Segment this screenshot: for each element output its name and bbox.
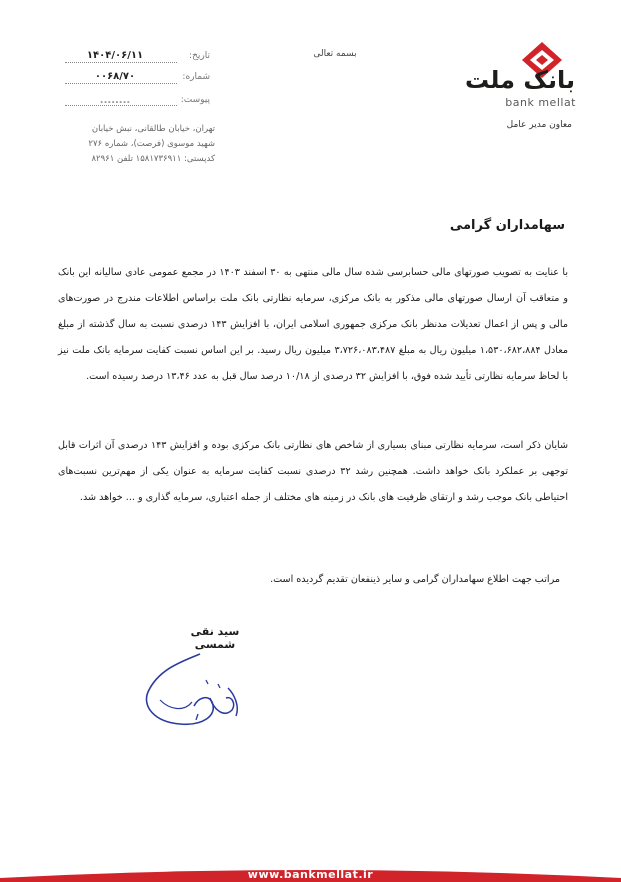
date-value: ۱۴۰۴/۰۶/۱۱ [86,50,144,61]
paragraph-3: مراتب جهت اطلاع سهامداران گرامی و سایر ذینفعان تقدیم گردیده است. [270,574,560,585]
address-line-1: تهران، خیابان طالقانی، نبش خیابان [91,124,215,134]
salutation: سهامداران گرامی [449,218,565,233]
number-line [65,83,177,84]
signer-name: سید نقی شمسی [190,625,240,651]
number-value: ۰۰۶۸/۷۰ [94,71,136,82]
attachment-label: پیوست: [180,95,210,105]
address-line-3: کدپستی: ۱۵۸۱۷۳۶۹۱۱ تلفن ۸۲۹۶۱ [91,154,215,164]
handwritten-signature-icon [140,640,250,740]
attachment-value: ........ [99,95,131,106]
paragraph-2: شایان ذکر است، سرمایه نظارتی مبنای بسیاری از شاخص های نظارتی بانک مرکزی بوده و افزایش ۱۴۳ درصدی آن اثرات قابل توجهی بر عملکرد بانک خواهد داشت. همچنین رشد ۳۲ درصدی نسبت کفایت سرمایه به عنوان یکی از مهم‌ترین نسبت‌های احتیاطی بانک موجب رشد و ارتقای ظرفیت های بانک در زمینه های مختلف از جمله اعتباری، سرمایه گذاری و ... خواهد شد. [58,440,568,503]
paragraph-1: با عنایت به تصویب صورتهای مالی حسابرسی شده سال مالی منتهی به ۳۰ اسفند ۱۴۰۳ در مجمع عمومی عادی سالیانه این بانک و متعاقب آن ارسال صورتهای مالی مذکور به بانک مرکزی، سرمایه نظارتی بانک ملت براساس اطلاعات مندرج در صورت‌های مالی و پس از اعمال تعدیلات مدنظر بانک مرکزی جمهوری اسلامی ایران، با افزایش ۱۴۳ درصدی نسبت به سال گذشته از مبلغ معادل ۱،۵۳۰،۶۸۲،۸۸۴ میلیون ریال به مبلغ ۳،۷۲۶،۰۸۳،۴۸۷ میلیون ریال رسید. بر این اساس نسبت کفایت سرمایه بانک ملت نیز با لحاظ سرمایه نظارتی تأیید شده فوق، با افزایش ۳۲ درصدی از ۱۰/۱۸ درصد سال قبل به عدد ۱۳،۴۶ درصد رسیده است. [58,267,568,382]
date-label: تاریخ: [189,51,210,61]
footer-website-link[interactable]: www.bankmellat.ir [247,868,374,881]
number-label: شماره: [182,72,210,82]
sender-position: معاون مدیر عامل [506,120,572,130]
logo-text-fa: بانک ملت [464,66,575,94]
attachment-line [65,105,177,106]
logo-text-en: bank mellat [505,96,576,109]
date-line [65,62,177,63]
address-line-2: شهید موسوی (فرصت)، شماره ۲۷۶ [88,139,215,149]
bismillah: بسمه تعالی [313,49,357,59]
